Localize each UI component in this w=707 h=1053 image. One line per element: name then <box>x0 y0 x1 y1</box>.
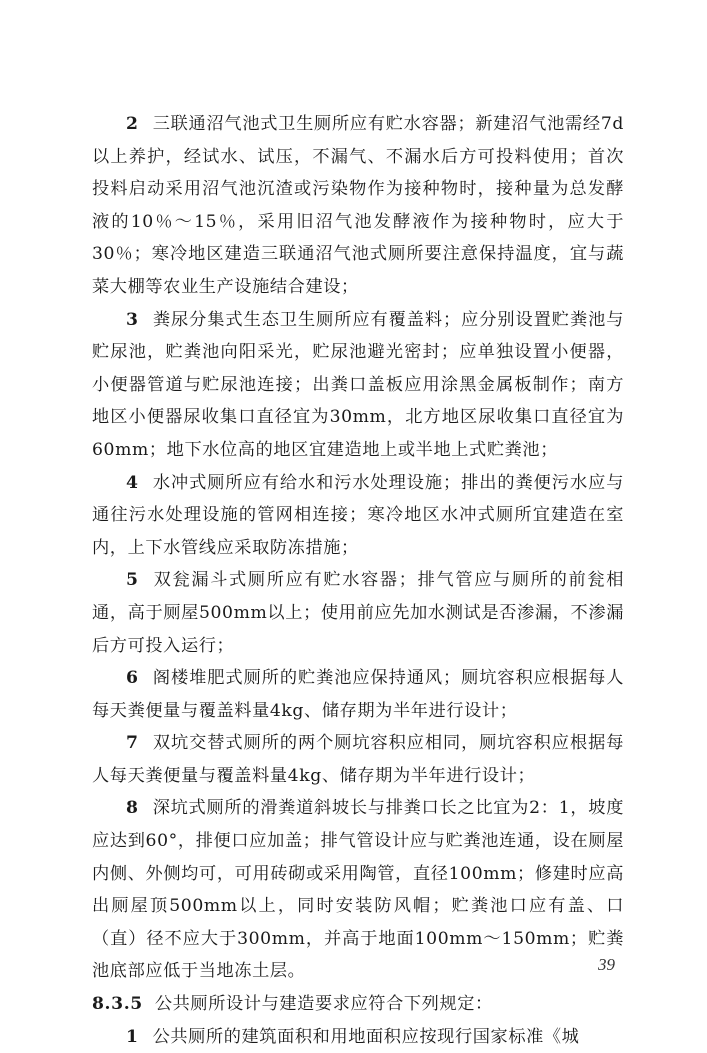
item-number: 6 <box>126 668 139 689</box>
item-number: 1 <box>126 1026 139 1047</box>
item-text: 阁楼堆肥式厕所的贮粪池应保持通风；厕坑容积应根据每人每天粪便量与覆盖料量4kg、储存期为半年进行设计； <box>92 668 624 721</box>
list-item-3 <box>92 304 624 467</box>
sub-item-1 <box>92 1021 624 1053</box>
list-item-8 <box>92 792 624 988</box>
item-text: 公共厕所的建筑面积和用地面积应按现行国家标准《城 <box>152 1026 580 1047</box>
item-text: 双坑交替式厕所的两个厕坑容积应相同，厕坑容积应根据每人每天粪便量与覆盖料量4kg、储存期为半年进行设计； <box>92 733 624 786</box>
list-item-5 <box>92 564 624 662</box>
page-number: 39 <box>598 955 615 974</box>
item-number: 8 <box>126 798 139 819</box>
item-text: 水冲式厕所应有给水和污水处理设施；排出的粪便污水应与通往污水处理设施的管网相连接；寒冷地区水冲式厕所宜建造在室内，上下水管线应采取防冻措施； <box>92 472 624 558</box>
list-item-7 <box>92 727 624 792</box>
item-text: 深坑式厕所的滑粪道斜坡长与排粪口长之比宜为2：1，坡度应达到60°，排便口应加盖；排气管设计应与贮粪池连通，设在厕屋内侧、外侧均可，可用砖砌或采用陶管，直径100mm；修建时应高出厕屋顶500mm以上，同时安装防风帽；贮粪池口应有盖、口（直）径不应大于300mm，并高于地面100mm～150mm；贮粪池底部应低于当地冻土层。 <box>92 798 624 982</box>
item-number: 4 <box>126 472 139 493</box>
list-item-2 <box>92 108 624 304</box>
clause-heading <box>92 988 624 1021</box>
item-text: 三联通沼气池式卫生厕所应有贮水容器；新建沼气池需经7d以上养护，经试水、试压，不漏气、不漏水后方可投料使用；首次投料启动采用沼气池沉渣或污染物作为接种物时，接种量为总发酵液的10％～15％，采用旧沼气池发酵液作为接种物时，应大于30％；寒冷地区建造三联通沼气池式厕所要注意保持温度，宜与蔬菜大棚等农业生产设施结合建设； <box>92 114 624 297</box>
clause-text: 公共厕所设计与建造要求应符合下列规定： <box>154 994 493 1015</box>
item-number: 2 <box>126 114 139 134</box>
item-text: 粪尿分集式生态卫生厕所应有覆盖料；应分别设置贮粪池与贮尿池，贮粪池向阳采光，贮尿池避光密封；应单独设置小便器，小便器管道与贮尿池连接；出粪口盖板应用涂黑金属板制作；南方地区小便器尿收集口直径宜为30mm，北方地区尿收集口直径宜为60mm；地下水位高的地区宜建造地上或半地上式贮粪池； <box>92 309 624 460</box>
list-item-6 <box>92 662 624 727</box>
list-item-4 <box>92 467 624 565</box>
clause-number: 8.3.5 <box>92 994 143 1015</box>
item-text: 双瓮漏斗式厕所应有贮水容器；排气管应与厕所的前瓮相通，高于厕屋500mm以上；使用前应先加水测试是否渗漏，不渗漏后方可投入运行； <box>92 570 624 656</box>
item-number: 7 <box>126 733 139 754</box>
page-body <box>92 108 624 1053</box>
item-number: 5 <box>126 570 139 591</box>
item-number: 3 <box>126 309 139 330</box>
